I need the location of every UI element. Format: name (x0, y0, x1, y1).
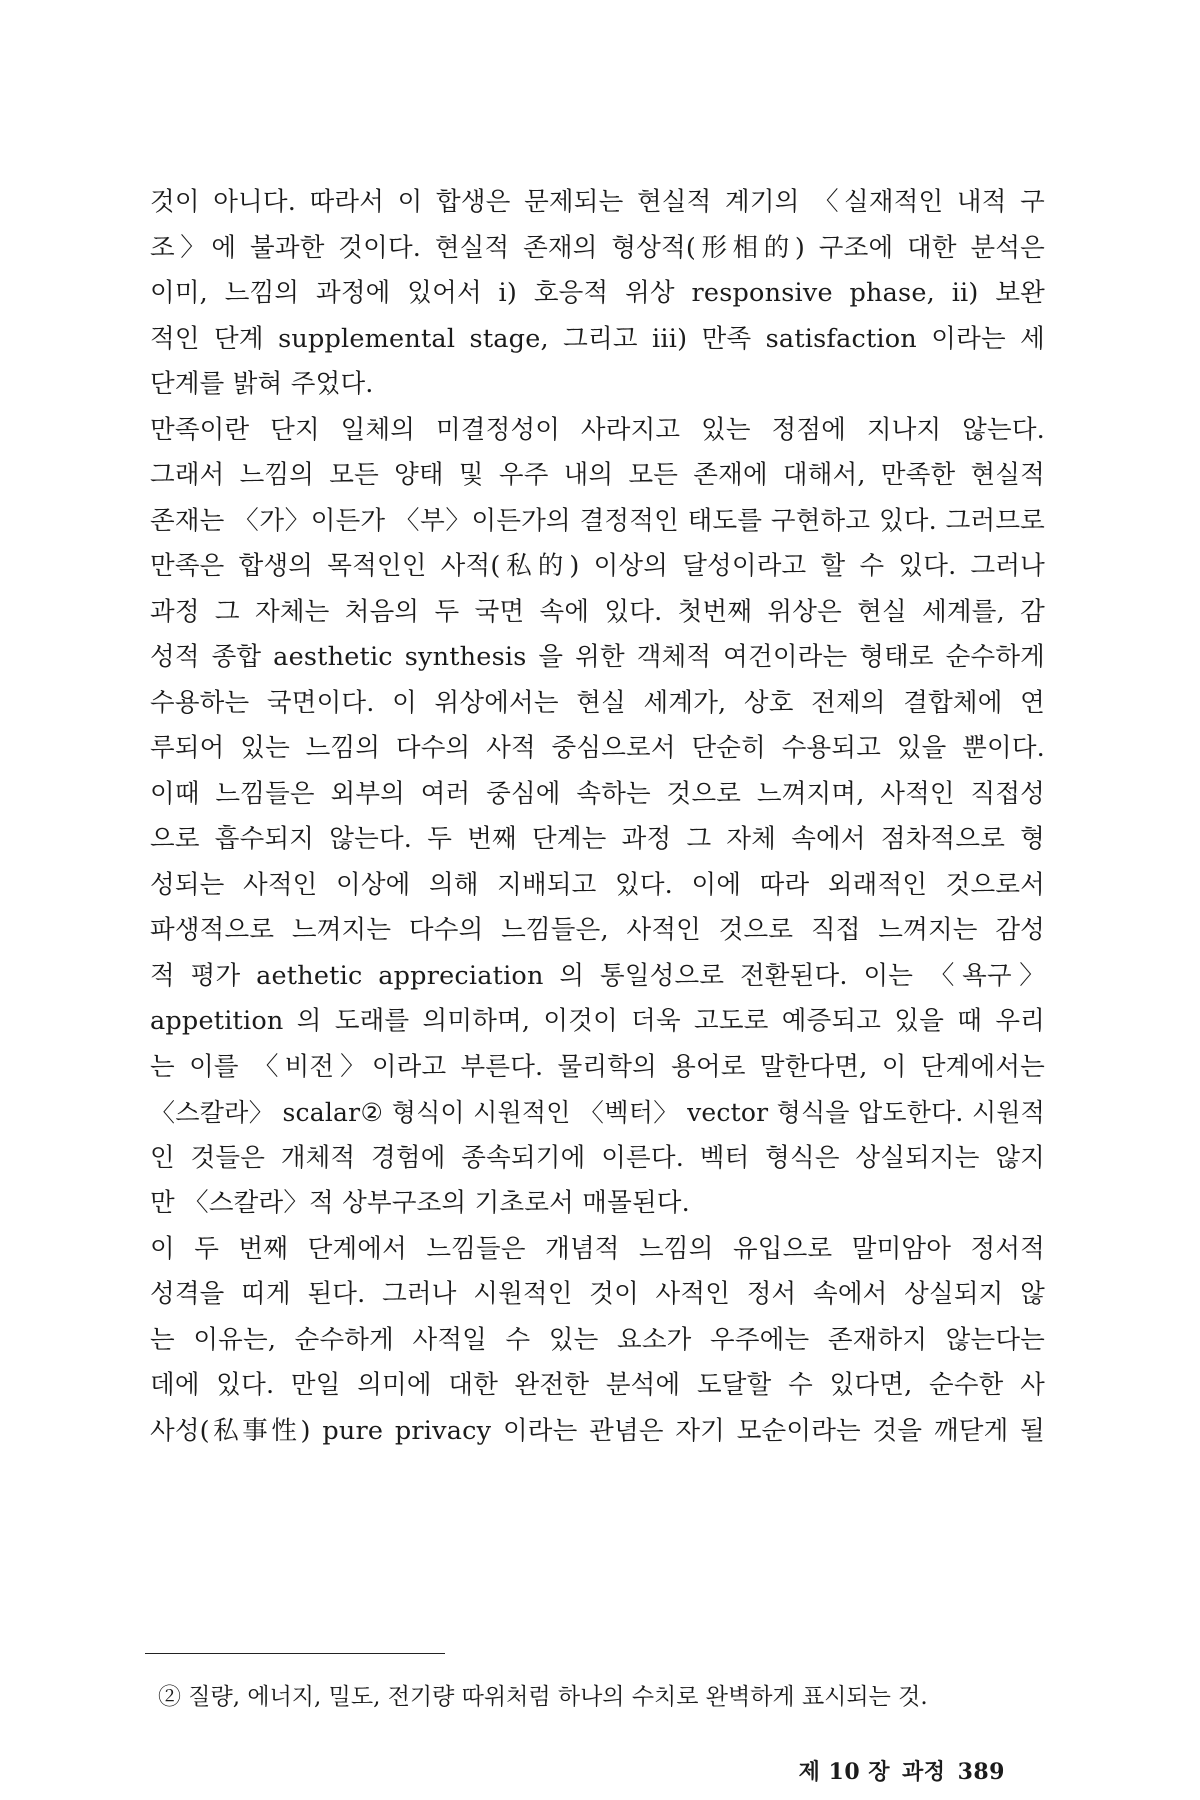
text-line: 그래서 느낌의 모든 양태 및 우주 내의 모든 존재에 대해서, 만족한 현실적 (150, 460, 1045, 490)
text-line: 수용하는 국면이다. 이 위상에서는 현실 세계가, 상호 전제의 결합체에 연 (150, 687, 1045, 718)
text-line: 만 〈스칼라〉적 상부구조의 기초로서 매몰된다. (150, 1188, 690, 1218)
text-line: 으로 흡수되지 않는다. 두 번째 단계는 과정 그 자체 속에서 점차적으로 형 (150, 824, 1045, 854)
text-line: 파생적으로 느껴지는 다수의 느낌들은, 사적인 것으로 직접 느껴지는 감성 (150, 915, 1045, 945)
text-line: 이때 느낌들은 외부의 여러 중심에 속하는 것으로 느껴지며, 사적인 직접성 (150, 778, 1045, 809)
text-line: 는 이유는, 순수하게 사적일 수 있는 요소가 우주에는 존재하지 않는다는 (150, 1324, 1045, 1355)
running-footer (799, 1755, 1005, 1786)
text-line: 것이 아니다. 따라서 이 합생은 문제되는 현실적 계기의 〈실재적인 내적 구 (150, 187, 1045, 217)
text-line: 사성(私事性) pure privacy 이라는 관념은 자기 모순이라는 것을 깨닫게 될 (150, 1415, 1045, 1446)
text-line: 루되어 있는 느낌의 다수의 사적 중심으로서 단순히 수용되고 있을 뿐이다. (150, 733, 1045, 763)
text-line: 조〉에 불과한 것이다. 현실적 존재의 형상적(形相的) 구조에 대한 분석은 (150, 232, 1045, 263)
text-line: 이 두 번째 단계에서 느낌들은 개념적 느낌의 유입으로 말미암아 정서적 (150, 1233, 1045, 1264)
section-label: 과정 (902, 1759, 946, 1785)
page-number: 389 (957, 1759, 1005, 1785)
text-line: 만족은 합생의 목적인인 사적(私的) 이상의 달성이라고 할 수 있다. 그러나 (150, 551, 1045, 581)
footnote-divider (145, 1653, 445, 1654)
text-line: 단계를 밝혀 주었다. (150, 369, 374, 399)
text-line: 만족이란 단지 일체의 미결정성이 사라지고 있는 정점에 지나지 않는다. (150, 414, 1045, 445)
text-line: 이미, 느낌의 과정에 있어서 i) 호응적 위상 responsive phase, ii) 보완 (150, 278, 1045, 308)
text-line: 〈스칼라〉 scalar② 형식이 시원적인 〈벡터〉 vector 형식을 압도한다. 시원적 (150, 1098, 1045, 1127)
text-line: 성되는 사적인 이상에 의해 지배되고 있다. 이에 따라 외래적인 것으로서 (150, 869, 1045, 900)
footnote: ② 질량, 에너지, 밀도, 전기량 따위처럼 하나의 수치로 완벽하게 표시되는 것. (158, 1684, 928, 1710)
text-line: 적 평가 aethetic appreciation 의 통일성으로 전환된다. 이는 〈욕구〉 (150, 960, 1045, 991)
text-line: appetition 의 도래를 의미하며, 이것이 더욱 고도로 예증되고 있을 때 우리 (150, 1006, 1045, 1036)
body-text (150, 180, 1045, 1454)
text-line: 는 이를 〈비전〉이라고 부른다. 물리학의 용어로 말한다면, 이 단계에서는 (150, 1051, 1045, 1082)
text-line: 존재는 〈가〉이든가 〈부〉이든가의 결정적인 태도를 구현하고 있다. 그러므로 (150, 505, 1045, 536)
text-line: 데에 있다. 만일 의미에 대한 완전한 분석에 도달할 수 있다면, 순수한 사 (150, 1370, 1045, 1400)
text-line: 성격을 띠게 된다. 그러나 시원적인 것이 사적인 정서 속에서 상실되지 않 (150, 1279, 1045, 1309)
text-line: 성적 종합 aesthetic synthesis 을 위한 객체적 여건이라는 형태로 순수하게 (150, 642, 1045, 672)
text-line: 과정 그 자체는 처음의 두 국면 속에 있다. 첫번째 위상은 현실 세계를, 감 (150, 596, 1045, 627)
chapter-label: 제 10 장 (798, 1759, 891, 1785)
text-line: 인 것들은 개체적 경험에 종속되기에 이른다. 벡터 형식은 상실되지는 않지 (150, 1142, 1045, 1173)
text-line: 적인 단계 supplemental stage, 그리고 iii) 만족 satisfaction 이라는 세 (150, 323, 1045, 354)
